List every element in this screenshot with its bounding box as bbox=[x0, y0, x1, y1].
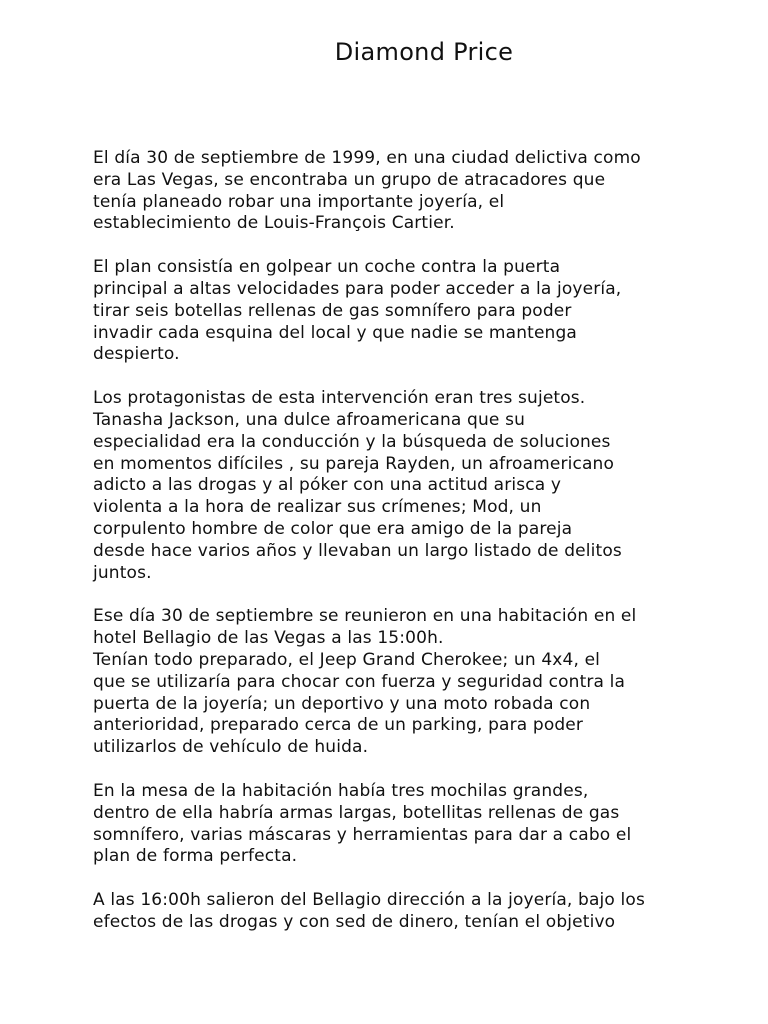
text-line: hotel Bellagio de las Vegas a las 15:00h. bbox=[93, 628, 444, 649]
text-line: tenía planeado robar una importante joyería, el bbox=[93, 191, 505, 212]
text-line: El día 30 de septiembre de 1999, en una ciudad delictiva como bbox=[93, 148, 641, 168]
text-line: utilizarlos de vehículo de huida. bbox=[93, 737, 369, 758]
document-body bbox=[93, 148, 693, 956]
text-line: desde hace varios años y llevaban un largo listado de delitos bbox=[93, 540, 622, 561]
text-line: Los protagonistas de esta intervención eran tres sujetos. bbox=[93, 388, 586, 409]
paragraph-2 bbox=[93, 257, 693, 366]
text-line: dentro de ella habría armas largas, botellitas rellenas de gas bbox=[93, 802, 620, 823]
text-line: Tenían todo preparado, el Jeep Grand Cherokee; un 4x4, el bbox=[93, 649, 601, 670]
document-title: Diamond Price bbox=[334, 38, 514, 66]
text-line: juntos. bbox=[93, 562, 152, 583]
text-line: corpulento hombre de color que era amigo de la pareja bbox=[93, 518, 573, 539]
text-line: Tanasha Jackson, una dulce afroamericana que su bbox=[93, 409, 525, 430]
text-line: A las 16:00h salieron del Bellagio dirección a la joyería, bajo los bbox=[93, 890, 645, 911]
text-line: invadir cada esquina del local y que nadie se mantenga bbox=[93, 322, 577, 343]
text-line: especialidad era la conducción y la búsqueda de soluciones bbox=[93, 431, 611, 452]
paragraph-1 bbox=[93, 148, 693, 235]
text-line: tirar seis botellas rellenas de gas somnífero para poder bbox=[93, 300, 572, 321]
paragraph-5 bbox=[93, 781, 693, 868]
text-line: despierto. bbox=[93, 344, 180, 365]
text-line: violenta a la hora de realizar sus crímenes; Mod, un bbox=[93, 497, 542, 518]
text-line: En la mesa de la habitación había tres mochilas grandes, bbox=[93, 780, 589, 801]
text-line: adicto a las drogas y al póker con una actitud arisca y bbox=[93, 475, 562, 496]
text-line: en momentos difíciles , su pareja Rayden, un afroamericano bbox=[93, 453, 615, 474]
text-line: efectos de las drogas y con sed de dinero, tenían el objetivo bbox=[93, 911, 616, 932]
text-line: somnífero, varias máscaras y herramientas para dar a cabo el bbox=[93, 824, 632, 845]
text-line: anterioridad, preparado cerca de un parking, para poder bbox=[93, 715, 584, 736]
text-line: establecimiento de Louis-François Cartier. bbox=[93, 213, 455, 234]
paragraph-3 bbox=[93, 388, 693, 584]
text-line: que se utilizaría para chocar con fuerza y seguridad contra la bbox=[93, 671, 626, 692]
paragraph-6 bbox=[93, 890, 693, 934]
text-line: puerta de la joyería; un deportivo y una moto robada con bbox=[93, 693, 591, 714]
text-line: El plan consistía en golpear un coche contra la puerta bbox=[93, 257, 561, 278]
text-line: principal a altas velocidades para poder acceder a la joyería, bbox=[93, 278, 622, 299]
text-line: Ese día 30 de septiembre se reunieron en una habitación en el bbox=[93, 606, 637, 627]
text-line: plan de forma perfecta. bbox=[93, 846, 298, 867]
text-line: era Las Vegas, se encontraba un grupo de atracadores que bbox=[93, 169, 606, 190]
paragraph-4 bbox=[93, 606, 693, 759]
